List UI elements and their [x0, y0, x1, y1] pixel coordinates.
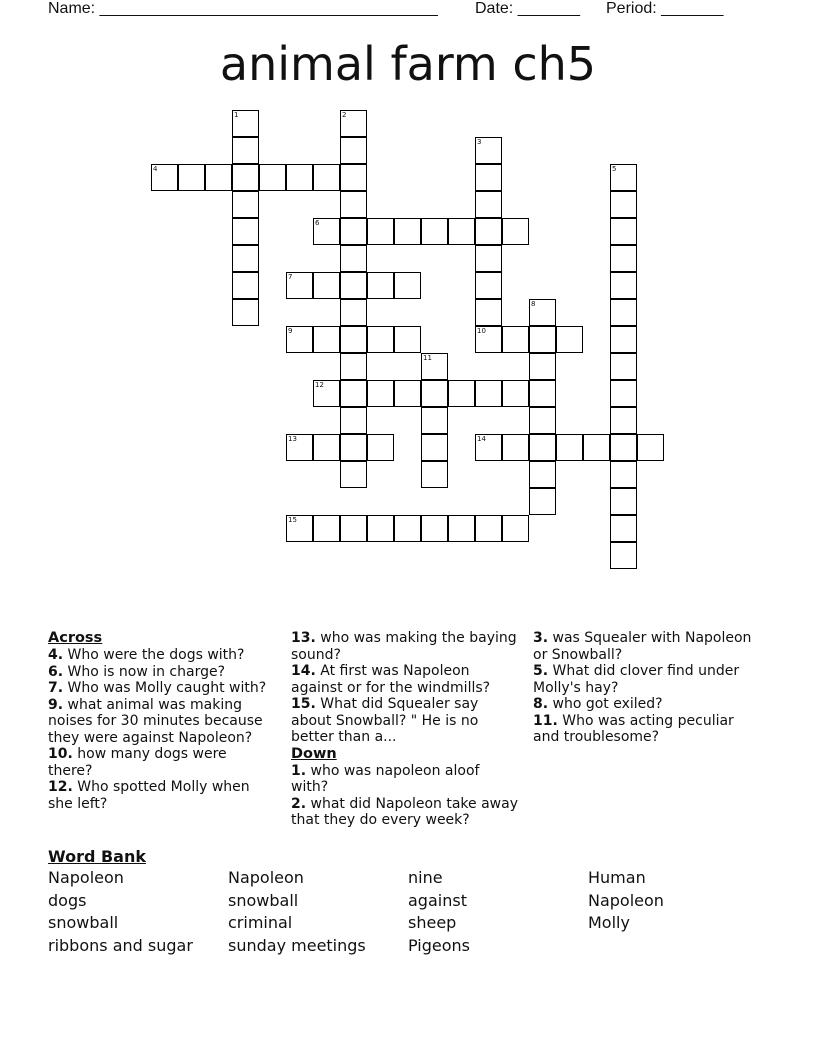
grid-cell[interactable] — [610, 164, 637, 191]
grid-cell[interactable] — [610, 353, 637, 380]
grid-cell[interactable] — [232, 191, 259, 218]
grid-cell[interactable] — [340, 245, 367, 272]
grid-cell[interactable] — [556, 326, 583, 353]
grid-cell[interactable] — [475, 515, 502, 542]
grid-cell[interactable] — [367, 326, 394, 353]
grid-cell[interactable] — [502, 218, 529, 245]
clue-item — [533, 630, 763, 663]
grid-cell[interactable] — [610, 407, 637, 434]
grid-cell[interactable] — [475, 299, 502, 326]
grid-cell[interactable] — [340, 407, 367, 434]
grid-cell[interactable] — [367, 434, 394, 461]
clue-item — [291, 796, 521, 829]
clues-column-1 — [48, 630, 273, 812]
grid-cell[interactable] — [232, 299, 259, 326]
grid-cell[interactable] — [529, 434, 556, 461]
date-field[interactable]: Date: _______ — [475, 0, 580, 17]
clue-number-label: 5. — [533, 663, 549, 679]
word-bank-item: Pigeons — [408, 935, 471, 955]
grid-cell[interactable] — [286, 326, 313, 353]
grid-cell[interactable] — [340, 515, 367, 542]
clue-item — [291, 696, 521, 746]
word-bank-item: snowball — [228, 890, 299, 910]
grid-cell[interactable] — [502, 515, 529, 542]
grid-cell[interactable] — [367, 218, 394, 245]
grid-cell[interactable] — [340, 272, 367, 299]
word-bank-item: dogs — [48, 890, 87, 910]
clue-item — [291, 630, 521, 663]
grid-cell[interactable] — [475, 272, 502, 299]
clue-text: what animal was making noises for 30 minutes because they were against Napoleon? — [48, 696, 263, 746]
grid-cell[interactable] — [340, 137, 367, 164]
word-bank-item: Molly — [588, 913, 630, 933]
clue-number: 7 — [288, 272, 293, 281]
grid-cell[interactable] — [232, 245, 259, 272]
clue-item — [533, 713, 763, 746]
clue-number-label: 9. — [48, 696, 64, 713]
grid-cell[interactable] — [178, 164, 205, 191]
grid-cell[interactable] — [475, 191, 502, 218]
clue-text: What did clover find under Molly's hay? — [533, 663, 740, 696]
clue-item — [48, 647, 273, 664]
grid-cell[interactable] — [340, 164, 367, 191]
clue-text: what did Napoleon take away that they do every week? — [291, 795, 518, 828]
clue-item — [48, 664, 273, 681]
grid-cell[interactable] — [421, 218, 448, 245]
grid-cell[interactable] — [421, 407, 448, 434]
clue-number-label: 11. — [533, 712, 558, 729]
grid-cell[interactable] — [313, 380, 340, 407]
grid-cell[interactable] — [610, 488, 637, 515]
grid-cell[interactable] — [610, 218, 637, 245]
clue-item — [291, 763, 521, 796]
grid-cell[interactable] — [394, 326, 421, 353]
clue-number-label: 13. — [291, 630, 316, 646]
grid-cell[interactable] — [313, 218, 340, 245]
grid-cell[interactable] — [502, 380, 529, 407]
clue-number-label: 7. — [48, 680, 64, 696]
grid-cell[interactable] — [475, 326, 502, 353]
clue-item — [48, 779, 273, 812]
grid-cell[interactable] — [421, 380, 448, 407]
grid-cell[interactable] — [421, 515, 448, 542]
word-bank-item: sunday meetings — [228, 935, 366, 955]
clue-number-label: 12. — [48, 779, 73, 795]
clue-text: who got exiled? — [548, 696, 663, 712]
grid-cell[interactable] — [232, 218, 259, 245]
clue-number-label: 1. — [291, 762, 307, 779]
grid-cell[interactable] — [340, 353, 367, 380]
grid-cell[interactable] — [286, 164, 313, 191]
clue-number: 1 — [234, 110, 239, 119]
grid-cell[interactable] — [394, 380, 421, 407]
word-bank-item: Napoleon — [588, 890, 664, 910]
clue-item — [48, 697, 273, 747]
clue-text: Who was Molly caught with? — [63, 680, 267, 696]
clue-text: Who is now in charge? — [63, 663, 226, 680]
grid-cell[interactable] — [610, 542, 637, 569]
grid-cell[interactable] — [583, 434, 610, 461]
grid-cell[interactable] — [232, 137, 259, 164]
grid-cell[interactable] — [232, 272, 259, 299]
grid-cell[interactable] — [313, 434, 340, 461]
grid-cell[interactable] — [448, 515, 475, 542]
grid-cell[interactable] — [367, 515, 394, 542]
clue-number: 13 — [288, 434, 297, 443]
grid-cell[interactable] — [529, 353, 556, 380]
grid-cell[interactable] — [529, 299, 556, 326]
grid-cell[interactable] — [394, 218, 421, 245]
grid-cell[interactable] — [313, 164, 340, 191]
clue-text: Who spotted Molly when she left? — [48, 779, 250, 812]
clue-number: 5 — [612, 164, 617, 173]
clue-item — [48, 746, 273, 779]
grid-cell[interactable] — [610, 245, 637, 272]
clue-text: Who were the dogs with? — [63, 647, 245, 663]
word-bank-item: against — [408, 890, 467, 910]
clue-number-label: 10. — [48, 746, 73, 762]
clue-item — [533, 663, 763, 696]
grid-cell[interactable] — [610, 434, 637, 461]
word-bank-item: ribbons and sugar — [48, 935, 193, 955]
clue-number: 15 — [288, 515, 297, 524]
clue-text: Who was acting peculiar and troublesome? — [533, 712, 734, 745]
grid-cell[interactable] — [610, 461, 637, 488]
grid-cell[interactable] — [448, 218, 475, 245]
grid-cell[interactable] — [529, 488, 556, 515]
clue-number-label: 3. — [533, 630, 549, 646]
word-bank-item: snowball — [48, 913, 119, 933]
clue-number: 10 — [477, 326, 486, 335]
grid-cell[interactable] — [394, 272, 421, 299]
period-field[interactable]: Period: _______ — [606, 0, 724, 17]
word-bank-item: nine — [408, 868, 443, 887]
clue-number: 14 — [477, 434, 486, 443]
name-field[interactable]: Name: ______________________________________ — [48, 0, 438, 17]
grid-cell[interactable] — [313, 515, 340, 542]
word-bank-item: Napoleon — [228, 868, 304, 887]
grid-cell[interactable] — [610, 326, 637, 353]
grid-cell[interactable] — [421, 461, 448, 488]
grid-cell[interactable] — [610, 191, 637, 218]
grid-cell[interactable] — [340, 434, 367, 461]
clue-text: who was making the baying sound? — [291, 630, 517, 663]
clue-number: 9 — [288, 326, 293, 335]
grid-cell[interactable] — [475, 245, 502, 272]
clue-text: What did Squealer say about Snowball? " He is no better than a... — [291, 696, 479, 745]
grid-cell[interactable] — [610, 515, 637, 542]
word-bank-item: criminal — [228, 913, 293, 933]
clue-text: who was napoleon aloof with? — [291, 762, 480, 795]
word-bank-title: Word Bank — [48, 847, 147, 866]
clue-number-label: 8. — [533, 696, 549, 712]
word-bank-item: Napoleon — [48, 868, 124, 887]
grid-cell[interactable] — [205, 164, 232, 191]
grid-cell[interactable] — [448, 380, 475, 407]
clue-number: 3 — [477, 137, 482, 146]
clue-number: 8 — [531, 299, 536, 308]
grid-cell[interactable] — [475, 164, 502, 191]
word-bank-item: sheep — [408, 913, 457, 933]
grid-cell[interactable] — [313, 326, 340, 353]
grid-cell[interactable] — [421, 434, 448, 461]
page-title: animal farm ch5 — [219, 37, 597, 91]
grid-cell[interactable] — [529, 407, 556, 434]
clue-number-label: 14. — [291, 663, 316, 679]
clue-number-label: 6. — [48, 663, 64, 680]
clue-number-label: 4. — [48, 647, 64, 663]
grid-cell[interactable] — [502, 434, 529, 461]
grid-cell[interactable] — [286, 434, 313, 461]
grid-cell[interactable] — [232, 164, 259, 191]
grid-cell[interactable] — [340, 299, 367, 326]
across-heading: Across — [48, 630, 103, 646]
grid-cell[interactable] — [610, 299, 637, 326]
grid-cell[interactable] — [421, 353, 448, 380]
down-heading: Down — [291, 745, 337, 762]
grid-cell[interactable] — [232, 110, 259, 137]
clue-number-label: 15. — [291, 696, 316, 712]
grid-cell[interactable] — [340, 218, 367, 245]
clue-number: 11 — [423, 353, 432, 362]
grid-cell[interactable] — [475, 380, 502, 407]
grid-cell[interactable] — [556, 434, 583, 461]
clue-number-label: 2. — [291, 795, 307, 812]
grid-cell[interactable] — [502, 326, 529, 353]
grid-cell[interactable] — [340, 380, 367, 407]
grid-cell[interactable] — [394, 515, 421, 542]
grid-cell[interactable] — [610, 272, 637, 299]
grid-cell[interactable] — [367, 380, 394, 407]
grid-cell[interactable] — [259, 164, 286, 191]
grid-cell[interactable] — [340, 461, 367, 488]
grid-cell[interactable] — [475, 218, 502, 245]
grid-cell[interactable] — [286, 272, 313, 299]
clue-number: 12 — [315, 380, 324, 389]
grid-cell[interactable] — [340, 110, 367, 137]
grid-cell[interactable] — [286, 515, 313, 542]
clue-text: how many dogs were there? — [48, 746, 227, 779]
clue-item — [48, 680, 273, 697]
grid-cell[interactable] — [529, 326, 556, 353]
clues-column-2 — [291, 630, 521, 829]
grid-cell[interactable] — [340, 191, 367, 218]
clue-number: 6 — [315, 218, 320, 227]
clue-number: 4 — [153, 164, 158, 173]
clues-column-3 — [533, 630, 763, 746]
clue-text: At first was Napoleon against or for the windmills? — [291, 663, 491, 696]
clue-number: 2 — [342, 110, 347, 119]
grid-cell[interactable] — [637, 434, 664, 461]
word-bank-item: Human — [588, 868, 646, 887]
clue-text: was Squealer with Napoleon or Snowball? — [533, 630, 752, 663]
grid-cell[interactable] — [367, 272, 394, 299]
grid-cell[interactable] — [313, 272, 340, 299]
grid-cell[interactable] — [340, 326, 367, 353]
grid-cell[interactable] — [529, 380, 556, 407]
grid-cell[interactable] — [151, 164, 178, 191]
grid-cell[interactable] — [475, 137, 502, 164]
grid-cell[interactable] — [529, 461, 556, 488]
grid-cell[interactable] — [610, 380, 637, 407]
clue-item — [533, 696, 763, 713]
grid-cell[interactable] — [475, 434, 502, 461]
clue-item — [291, 663, 521, 696]
